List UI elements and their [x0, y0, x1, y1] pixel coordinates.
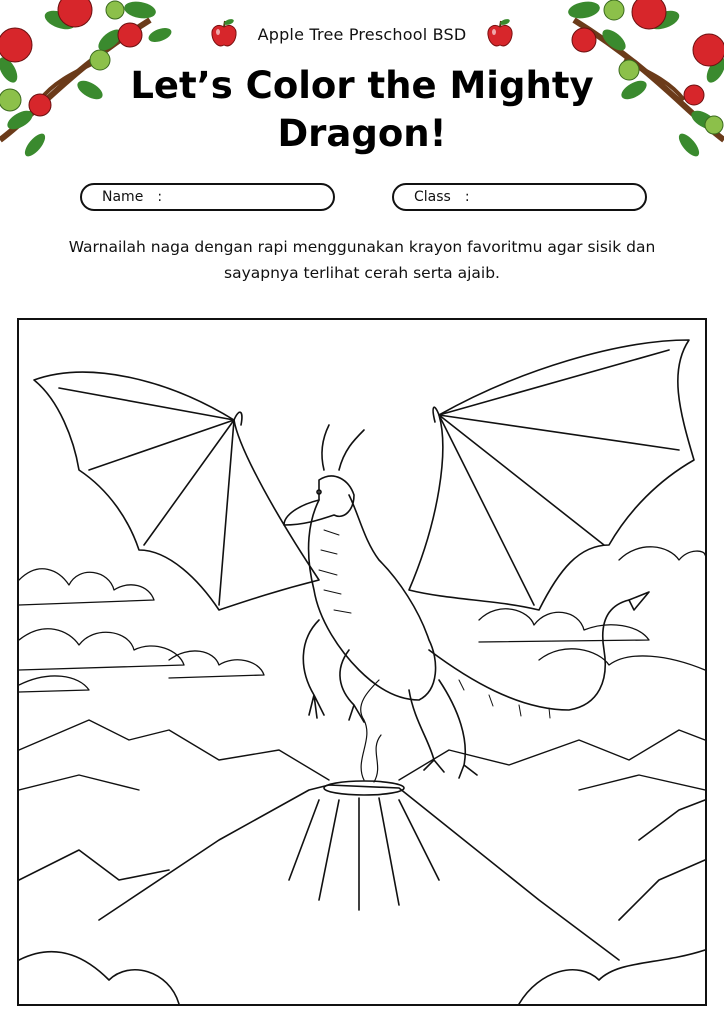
dragon-body [284, 425, 649, 778]
apple-icon [484, 18, 516, 50]
page-title: Let’s Color the Mighty Dragon! [130, 64, 594, 155]
dragon-illustration [19, 320, 705, 1004]
class-field[interactable] [392, 183, 647, 211]
name-separator: : [157, 189, 163, 205]
clouds [19, 547, 705, 692]
apple-icon [208, 18, 240, 50]
school-name: Apple Tree Preschool BSD [257, 24, 467, 44]
coloring-area[interactable] [17, 318, 707, 1006]
name-label: Name [102, 189, 144, 205]
dragon-left-wing [34, 372, 319, 610]
dragon-right-wing [409, 340, 694, 610]
school-header [0, 16, 724, 52]
class-label: Class [414, 189, 451, 205]
volcano [19, 680, 705, 1004]
instruction-text: Warnailah naga dengan rapi menggunakan krayon favoritmu agar sisik dan sayapnya terlihat cerah serta ajaib. [68, 238, 656, 282]
name-field[interactable] [80, 183, 335, 211]
mountains [19, 720, 705, 790]
class-separator: : [464, 189, 470, 205]
